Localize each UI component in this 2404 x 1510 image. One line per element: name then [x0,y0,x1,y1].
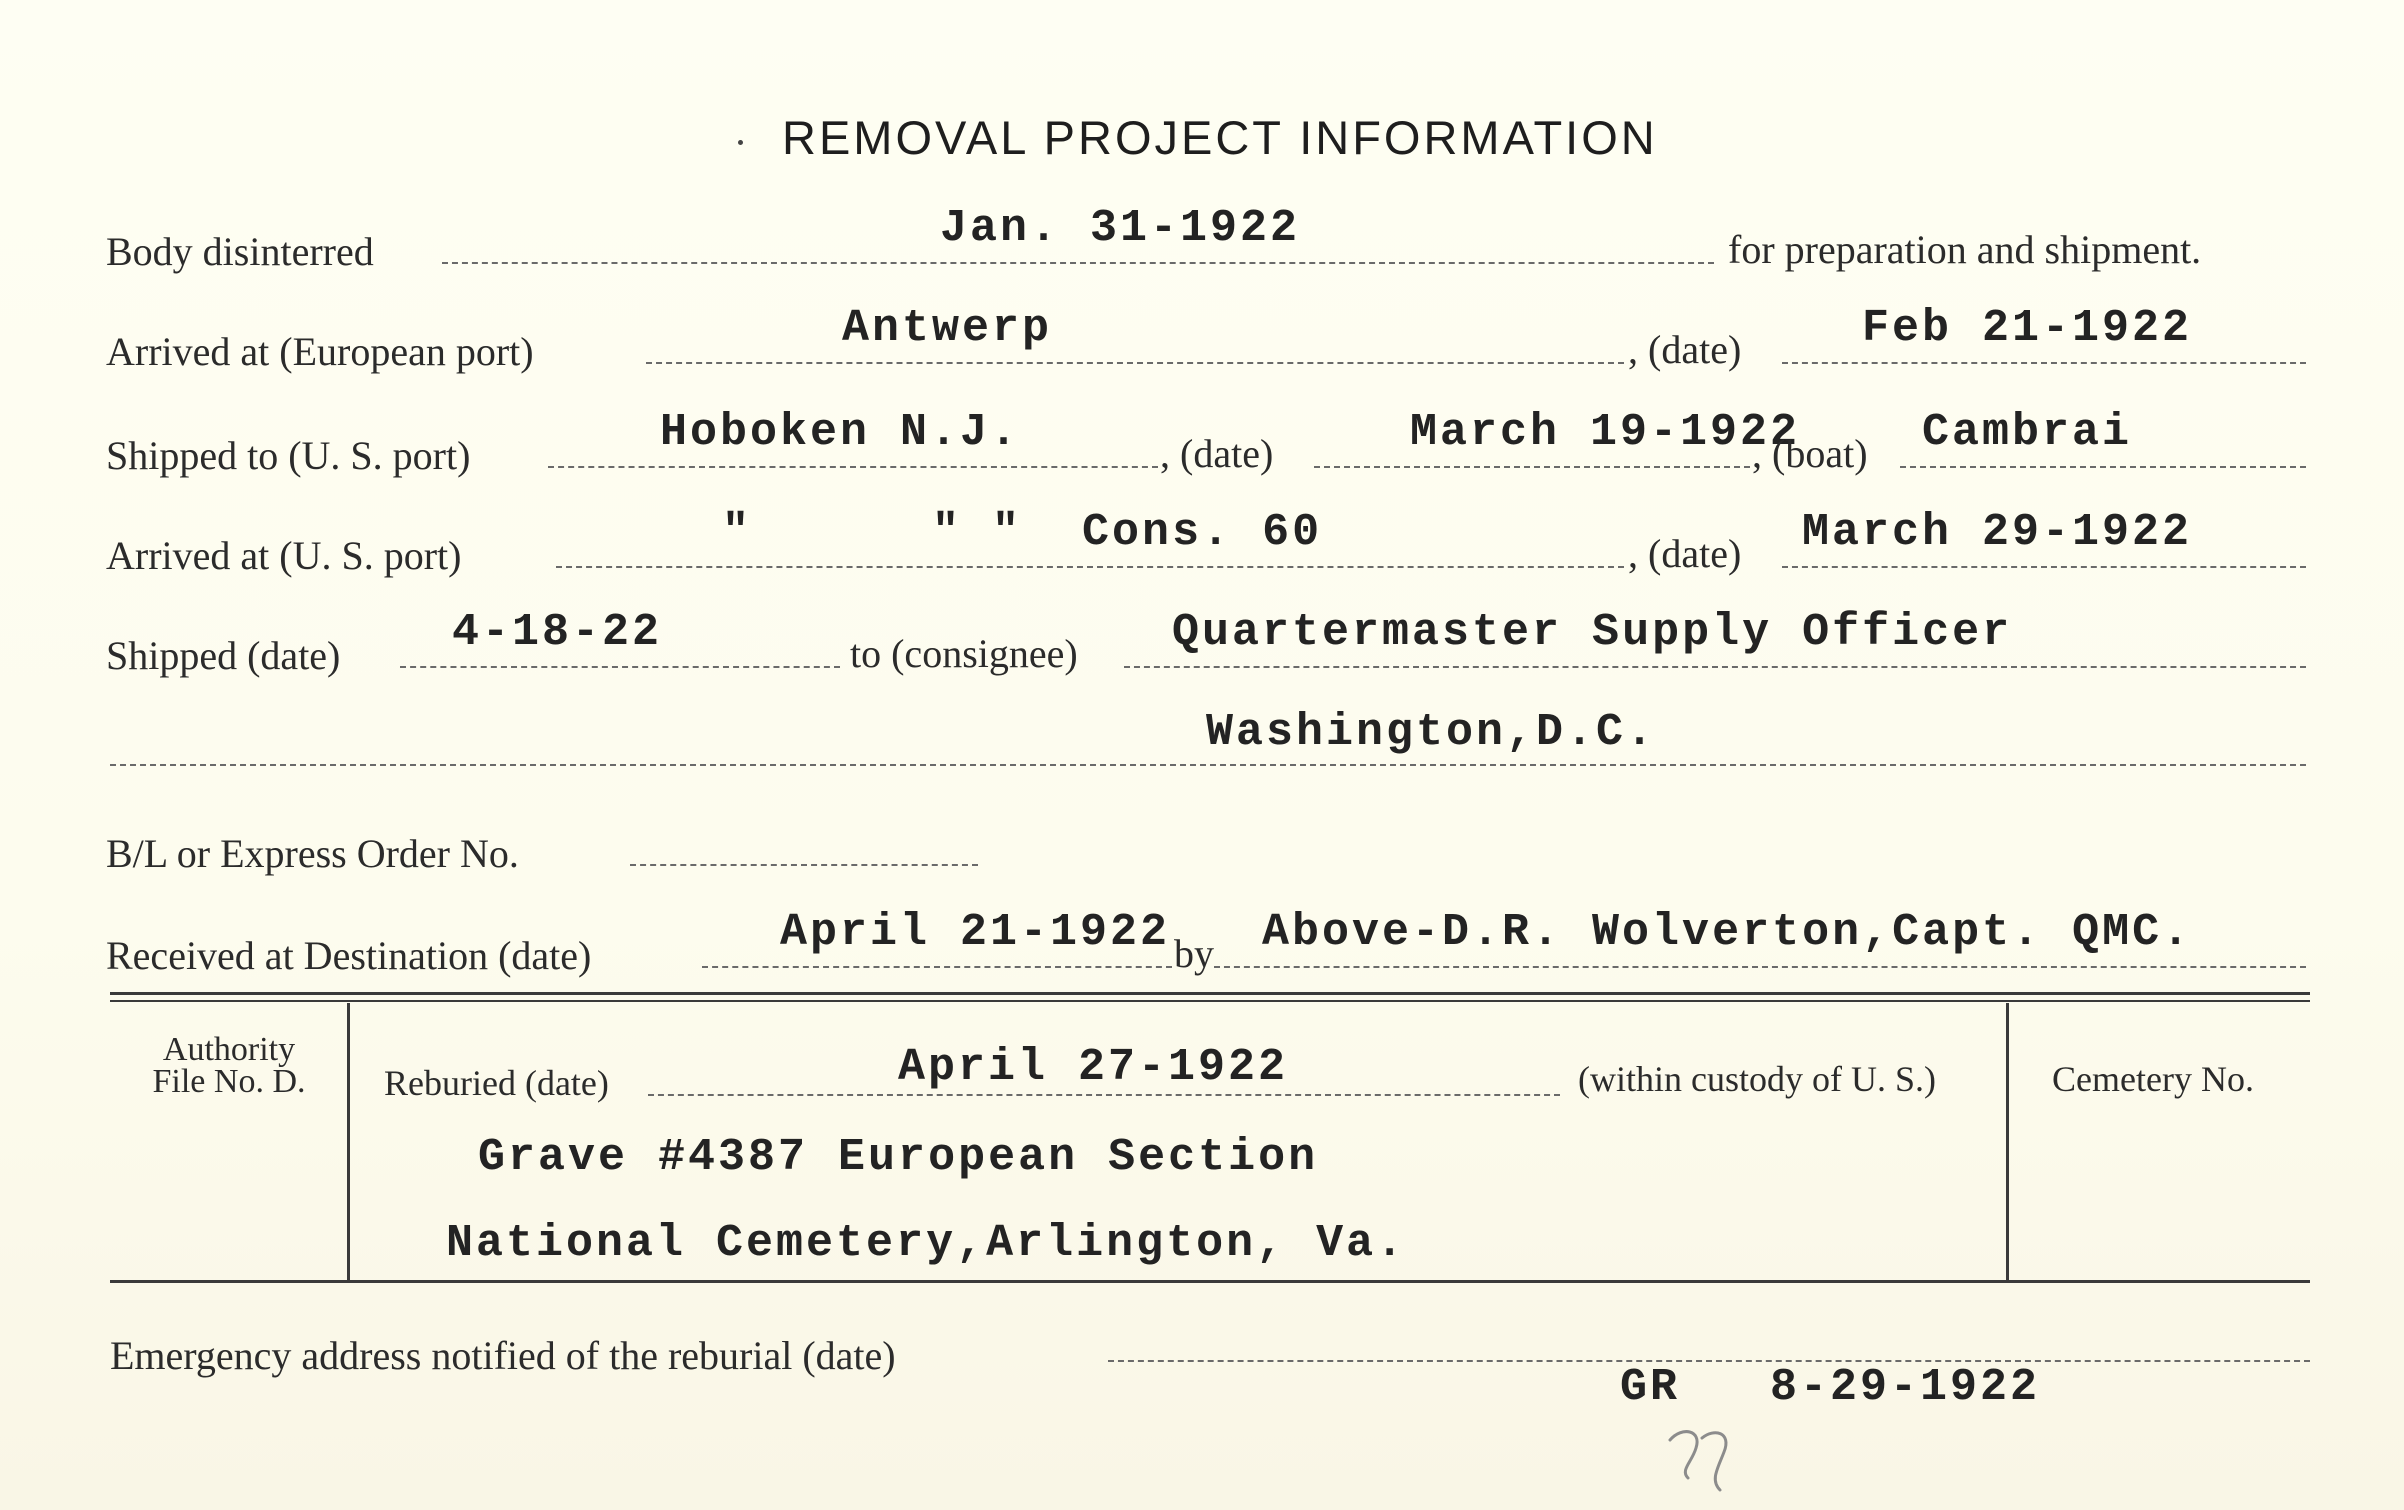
arrived-us-date-line [1782,566,2306,568]
shipped-us-boat-label: , (boat) [1752,431,1868,476]
consignee-line [1124,666,2306,668]
body-disinterred-suffix: for preparation and shipment. [1728,227,2202,272]
consignee-city: Washington,D.C. [1206,707,1657,758]
grave-line-1: Grave #4387 European Section [478,1132,1319,1183]
arrived-european-date: Feb 21-1922 [1862,303,2193,354]
received-date: April 21-1922 [780,907,1171,958]
body-disinterred-value: Jan. 31-1922 [940,203,1301,254]
emergency-label: Emergency address notified of the reburial (date) [110,1333,896,1378]
arrived-us-line [556,566,1624,568]
received-by-label: by [1174,931,1214,976]
title-bullet [738,140,743,145]
shipped-us-date-line [1314,466,1750,468]
consignee-line-2 [110,764,2306,766]
emergency-value: GR 8-29-1922 [1620,1362,2041,1413]
arrived-us-label: Arrived at (U. S. port) [106,533,462,578]
arrived-us-date-label: , (date) [1628,531,1742,576]
bl-label: B/L or Express Order No. [106,831,519,876]
arrived-european-date-line [1782,362,2306,364]
shipped-date-label: Shipped (date) [106,633,341,678]
handwritten-initial-mark [1662,1418,1752,1498]
arrived-us-date: March 29-1922 [1802,507,2193,558]
arrived-us-port: " " " Cons. 60 [722,507,1323,558]
authority-line-2: File No. D. [152,1063,306,1100]
consignee-value: Quartermaster Supply Officer [1172,607,2013,658]
shipped-us-date: March 19-1922 [1410,407,1801,458]
page-title: REMOVAL PROJECT INFORMATION [782,111,1658,164]
shipped-us-boat-line [1900,466,2306,468]
reburied-label: Reburied (date) [384,1063,609,1103]
arrived-european-line [646,362,1624,364]
received-by-line [1214,966,2306,968]
shipped-us-line [548,466,1158,468]
reburied-line [648,1094,1560,1096]
grave-line-2: National Cemetery,Arlington, Va. [446,1218,1407,1269]
arrived-european-label: Arrived at (European port) [106,329,534,374]
bl-line [630,864,978,866]
box-top-rule [110,992,2310,995]
box-bottom-rule [110,1280,2310,1283]
received-label: Received at Destination (date) [106,933,592,978]
reburied-date: April 27-1922 [898,1042,1289,1093]
received-by-value: Above-D.R. Wolverton,Capt. QMC. [1262,907,2193,958]
authority-line-1: Authority [162,1031,296,1068]
shipped-us-boat: Cambrai [1922,407,2133,458]
shipped-us-label: Shipped to (U. S. port) [106,433,471,478]
received-date-line [702,966,1172,968]
authority-label [124,1031,334,1100]
box-divider-right [2006,1003,2009,1280]
custody-label: (within custody of U. S.) [1578,1059,1936,1099]
shipped-date-line [400,666,840,668]
cemetery-no-label: Cemetery No. [2052,1059,2254,1099]
arrived-european-date-label: , (date) [1628,327,1742,372]
consignee-label: to (consignee) [850,631,1078,676]
box-divider-left [347,1003,350,1280]
shipped-us-port: Hoboken N.J. [660,407,1021,458]
arrived-european-port: Antwerp [842,303,1053,354]
shipped-us-date-label: , (date) [1160,431,1274,476]
body-disinterred-line [442,262,1714,264]
shipped-date-value: 4-18-22 [452,607,663,658]
body-disinterred-label: Body disinterred [106,229,374,274]
box-top-rule-inner [110,1000,2310,1002]
